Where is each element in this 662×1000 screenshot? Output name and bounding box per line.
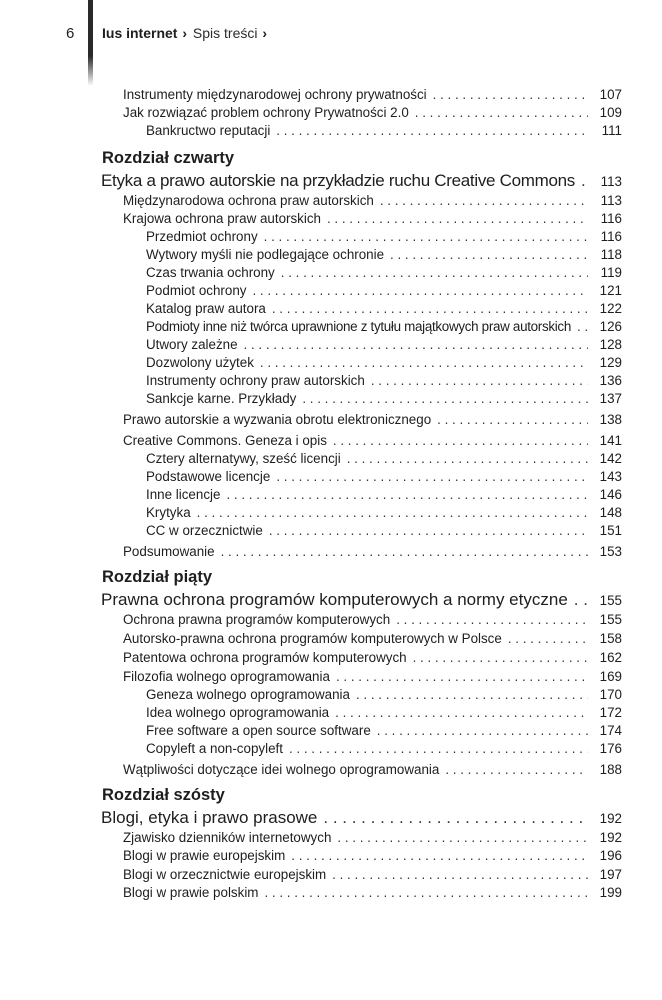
- dot-leader: [302, 390, 588, 408]
- dot-leader: [252, 282, 588, 300]
- dot-leader: [437, 411, 588, 429]
- toc-entry-title: Creative Commons. Geneza i opis: [123, 433, 327, 448]
- chapter-heading: Rozdział czwarty: [102, 149, 235, 167]
- toc-entry[interactable]: [146, 122, 622, 140]
- dot-leader: [396, 611, 588, 629]
- toc-entry-title: Utwory zależne: [146, 337, 238, 352]
- toc-entry-page: 162: [599, 650, 622, 665]
- toc-entry[interactable]: [146, 722, 622, 740]
- toc-entry-page: 126: [599, 319, 622, 334]
- dot-leader: [289, 740, 588, 758]
- toc-entry-title: Krajowa ochrona praw autorskich: [123, 211, 321, 226]
- breadcrumb-section: Spis treści: [192, 25, 258, 41]
- toc-entry[interactable]: [146, 228, 622, 246]
- toc-entry-page: 176: [599, 741, 622, 756]
- toc-entry-page: 107: [599, 87, 622, 102]
- dot-leader: [276, 468, 588, 486]
- toc-entry[interactable]: [123, 104, 622, 122]
- dot-leader: [291, 847, 588, 865]
- dot-leader: [221, 543, 588, 561]
- toc-entry-title: Free software a open source software: [146, 723, 371, 738]
- toc-entry-page: 143: [599, 469, 622, 484]
- dot-leader: [390, 246, 588, 264]
- toc-entry-page: 142: [599, 451, 622, 466]
- dot-leader: [264, 228, 588, 246]
- dot-leader: [577, 318, 588, 336]
- toc-entry[interactable]: [123, 668, 622, 686]
- toc-entry-title: Zjawisko dzienników internetowych: [123, 830, 332, 845]
- toc-entry-page: 116: [600, 211, 622, 226]
- chapter-heading: Rozdział piąty: [102, 568, 213, 586]
- toc-entry-page: 169: [599, 669, 622, 684]
- dot-leader: [380, 192, 588, 210]
- toc-entry-page: 136: [599, 373, 622, 388]
- toc-entry-title: Przedmiot ochrony: [146, 229, 258, 244]
- toc-entry-title: Cztery alternatywy, sześć licencji: [146, 451, 341, 466]
- toc-entry-page: 197: [599, 867, 622, 882]
- dot-leader: [272, 300, 588, 318]
- toc-entry-title: Etyka a prawo autorskie na przykładzie ruchu Creative Commons: [101, 171, 575, 190]
- toc-entry-title: Jak rozwiązać problem ochrony Prywatności 2.0: [123, 105, 409, 120]
- dot-leader: [260, 354, 588, 372]
- toc-entry[interactable]: [146, 372, 622, 390]
- toc-entry-title: Filozofia wolnego oprogramowania: [123, 669, 330, 684]
- toc-entry-page: 146: [599, 487, 622, 502]
- toc-entry-page: 155: [599, 593, 622, 608]
- toc-entry-page: 192: [599, 830, 622, 845]
- dot-leader: [327, 210, 588, 228]
- dot-leader: [336, 668, 588, 686]
- dot-leader: [333, 432, 588, 450]
- toc-entry[interactable]: [123, 829, 622, 847]
- toc-entry[interactable]: [123, 630, 622, 648]
- toc-entry-page: 116: [600, 229, 622, 244]
- toc-entry[interactable]: [123, 432, 622, 450]
- toc-entry-title: Blogi, etyka i prawo prasowe: [101, 808, 318, 827]
- toc-entry-title: Podsumowanie: [123, 544, 215, 559]
- toc-entry[interactable]: [146, 504, 622, 522]
- toc-entry-page: 122: [599, 301, 622, 316]
- toc-entry[interactable]: [146, 318, 622, 336]
- toc-entry[interactable]: [123, 761, 622, 779]
- chevron-right-icon: ›: [262, 25, 268, 41]
- toc-entry-title: Inne licencje: [146, 487, 221, 502]
- toc-entry[interactable]: [146, 282, 622, 300]
- dot-leader: [332, 866, 588, 884]
- toc-entry-page: 155: [599, 612, 622, 627]
- toc-entry-title: Blogi w prawie polskim: [123, 885, 259, 900]
- toc-entry-page: 151: [599, 523, 622, 538]
- toc-entry-title: Copyleft a non-copyleft: [146, 741, 283, 756]
- toc-entry-title: Sankcje karne. Przykłady: [146, 391, 297, 406]
- toc-entry-page: 113: [600, 193, 622, 208]
- toc-entry-title: Podmiot ochrony: [146, 283, 247, 298]
- toc-entry-title: Geneza wolnego oprogramowania: [146, 687, 350, 702]
- toc-entry-page: 137: [599, 391, 622, 406]
- toc-entry[interactable]: [101, 170, 622, 193]
- toc-entry-title: Wątpliwości dotyczące idei wolnego oprogramowania: [123, 762, 440, 777]
- toc-entry[interactable]: [123, 86, 622, 104]
- toc-entry[interactable]: [146, 740, 622, 758]
- toc-entry[interactable]: [146, 468, 622, 486]
- toc-entry[interactable]: [123, 847, 622, 865]
- toc-entry-page: 138: [599, 412, 622, 427]
- dot-leader: [226, 486, 588, 504]
- margin-rule-fade: [88, 56, 93, 86]
- toc-entry-page: 113: [600, 174, 622, 189]
- toc-entry-title: Dozwolony użytek: [146, 355, 254, 370]
- toc-entry[interactable]: [146, 522, 622, 540]
- toc-entry[interactable]: [101, 807, 622, 830]
- toc-entry-title: Podmioty inne niż twórca uprawnione z tytułu majątkowych praw autorskich: [146, 319, 571, 334]
- toc-entry[interactable]: [146, 704, 622, 722]
- dot-leader: [377, 722, 588, 740]
- toc-entry-title: Czas trwania ochrony: [146, 265, 275, 280]
- dot-leader: [581, 170, 588, 192]
- toc-entry-title: Ochrona prawna programów komputerowych: [123, 612, 391, 627]
- dot-leader: [276, 122, 588, 140]
- toc-entry-title: Krytyka: [146, 505, 191, 520]
- margin-rule: [88, 0, 93, 56]
- page-number: 6: [66, 25, 75, 42]
- toc-entry[interactable]: [146, 686, 622, 704]
- toc-entry-title: Prawna ochrona programów komputerowych a normy etyczne: [101, 590, 568, 609]
- toc-entry-title: Międzynarodowa ochrona praw autorskich: [123, 193, 374, 208]
- toc-entry-page: 196: [599, 848, 622, 863]
- dot-leader: [356, 686, 588, 704]
- toc-entry[interactable]: [146, 300, 622, 318]
- toc-entry[interactable]: [146, 486, 622, 504]
- dot-leader: [371, 372, 588, 390]
- dot-leader: [508, 630, 588, 648]
- toc-entry[interactable]: [146, 390, 622, 408]
- dot-leader: [415, 104, 588, 122]
- dot-leader: [445, 761, 588, 779]
- dot-leader: [347, 450, 588, 468]
- toc-entry[interactable]: [146, 264, 622, 282]
- toc-entry-page: 111: [601, 123, 622, 138]
- toc-entry-page: 170: [599, 687, 622, 702]
- chevron-right-icon: ›: [182, 25, 188, 41]
- toc-entry[interactable]: [123, 611, 622, 629]
- toc-entry-title: Idea wolnego oprogramowania: [146, 705, 330, 720]
- toc-entry-title: Podstawowe licencje: [146, 469, 271, 484]
- toc-entry[interactable]: [123, 543, 622, 561]
- toc-entry-title: Blogi w orzecznictwie europejskim: [123, 867, 327, 882]
- dot-leader: [197, 504, 588, 522]
- toc-entry-page: 188: [599, 762, 622, 777]
- toc-entry[interactable]: [146, 354, 622, 372]
- toc-entry-title: Wytwory myśli nie podlegające ochronie: [146, 247, 385, 262]
- toc-entry-page: 172: [599, 705, 622, 720]
- toc-entry-title: Instrumenty międzynarodowej ochrony prywatności: [123, 87, 427, 102]
- toc-entry-page: 153: [599, 544, 622, 559]
- toc-entry-title: CC w orzecznictwie: [146, 523, 263, 538]
- toc-entry-page: 109: [599, 105, 622, 120]
- dot-leader: [337, 829, 588, 847]
- toc-entry[interactable]: [123, 884, 622, 902]
- toc-entry[interactable]: [123, 192, 622, 210]
- toc-entry-title: Blogi w prawie europejskim: [123, 848, 286, 863]
- toc-entry[interactable]: [123, 866, 622, 884]
- toc-entry-title: Bankructwo reputacji: [146, 123, 271, 138]
- toc-entry-page: 119: [600, 265, 622, 280]
- toc-entry-page: 158: [599, 631, 622, 646]
- toc-entry-page: 118: [600, 247, 622, 262]
- dot-leader: [281, 264, 588, 282]
- dot-leader: [244, 336, 588, 354]
- toc-entry[interactable]: [146, 450, 622, 468]
- toc-entry[interactable]: [101, 589, 622, 612]
- dot-leader: [433, 86, 588, 104]
- toc-entry[interactable]: [123, 411, 622, 429]
- toc-entry-title: Patentowa ochrona programów komputerowych: [123, 650, 407, 665]
- dot-leader: [413, 649, 588, 667]
- dot-leader: [323, 807, 588, 829]
- toc-entry-page: 121: [599, 283, 622, 298]
- dot-leader: [335, 704, 588, 722]
- chapter-heading: Rozdział szósty: [102, 786, 225, 804]
- toc-entry[interactable]: [123, 210, 622, 228]
- toc-entry-page: 129: [599, 355, 622, 370]
- toc-entry-title: Katalog praw autora: [146, 301, 266, 316]
- toc-entry-page: 148: [599, 505, 622, 520]
- dot-leader: [574, 589, 588, 611]
- breadcrumb-book-title: Ius internet: [102, 25, 178, 41]
- toc-entry-title: Autorsko-prawna ochrona programów komputerowych w Polsce: [123, 631, 502, 646]
- breadcrumb: [102, 25, 269, 41]
- toc-entry-page: 192: [599, 811, 622, 826]
- toc-entry[interactable]: [146, 336, 622, 354]
- toc-entry-title: Instrumenty ochrony praw autorskich: [146, 373, 365, 388]
- toc-entry-page: 141: [599, 433, 622, 448]
- toc-entry-page: 199: [599, 885, 622, 900]
- toc-entry-title: Prawo autorskie a wyzwania obrotu elektronicznego: [123, 412, 432, 427]
- toc-entry[interactable]: [146, 246, 622, 264]
- toc-entry[interactable]: [123, 649, 622, 667]
- toc-entry-page: 128: [599, 337, 622, 352]
- dot-leader: [264, 884, 588, 902]
- toc-entry-page: 174: [599, 723, 622, 738]
- dot-leader: [269, 522, 588, 540]
